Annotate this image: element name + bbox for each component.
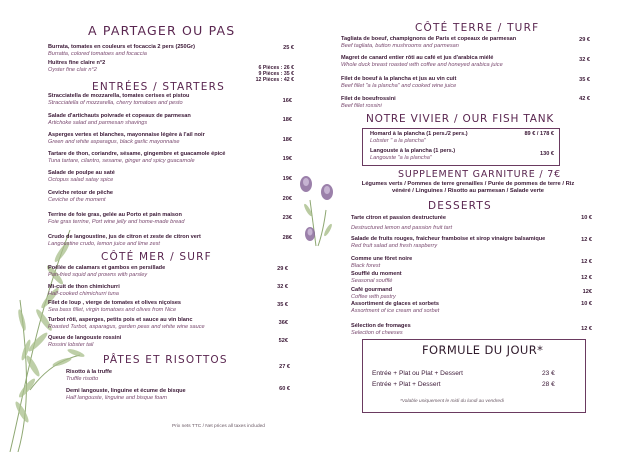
menu-item: Langouste à la plancha (1 pers.) Langouste "a la plancha" xyxy=(370,148,456,161)
oyster-price-list: 6 Pièces : 26 € 9 Pièces : 35 € 12 Pièces : 42 € xyxy=(255,65,294,83)
garniture-text: Légumes verts / Pommes de terre grenailles / Purée de pommes de terre / Riz vénéré / Linguines / Risotto au parmesan / Salade verte xyxy=(361,181,575,194)
menu-item: Assortiment de glaces et sorbets Assortment of ice cream and sorbet xyxy=(351,301,440,314)
menu-item: Terrine de foie gras, gelée au Porto et pain maison Foie gras terrine, Port wine jelly and home-made bread xyxy=(48,212,185,225)
formule-price: 28 € xyxy=(542,381,555,388)
menu-item: Tarte citron et passion destructurée Destructured lemon and passion fruit tart xyxy=(351,215,453,231)
menu-item: Salade de fruits rouges, fraicheur framboise et sirop vinaigre balsamique Red fruit salad and fresh raspberry xyxy=(351,236,546,249)
menu-item: Mi-cuit de thon chimichurri Half-cooked chimichurri tuna xyxy=(48,284,120,297)
menu-item: Ceviche retour de pêche Ceviche of the moment xyxy=(48,190,113,203)
menu-item: Asperges vertes et blanches, mayonnaise légère à l'ail noir Green and white asparagus, black garlic mayonnaise xyxy=(48,132,205,145)
menu-item: Tagliata de boeuf, champignons de Paris et copeaux de parmesan Beef tagliata, button mushrooms and parmesan xyxy=(341,36,517,49)
menu-item: Soufflé du moment Seasonal soufflé xyxy=(351,271,402,284)
menu-item: Filet de boeuf à la plancha et jus au vin cuit Beef fillet "a la plancha" and cooked wine juice xyxy=(341,76,457,89)
item-price: 12 € xyxy=(581,326,592,332)
item-price: 35 € xyxy=(579,77,590,83)
pates-title: PÂTES ET RISOTTOS xyxy=(103,354,228,366)
terre-title: CÔTÉ TERRE / TURF xyxy=(415,22,540,34)
item-price: 19€ xyxy=(282,156,292,162)
item-price: 20€ xyxy=(282,196,292,202)
item-price: 29 € xyxy=(579,37,590,43)
partager-title: A PARTAGER OU PAS xyxy=(88,23,236,38)
menu-item: Poêlée de calamars et gambos en persillade Pan-fried squid and prowns with parsley xyxy=(48,265,166,278)
item-price: 35 € xyxy=(277,302,288,308)
item-price: 25 € xyxy=(283,45,294,51)
menu-item: Filet de loup , vierge de tomates et olives niçoises Sea bass fillet, virgin tomatoes and olives from Nice xyxy=(48,300,182,313)
garniture-title: SUPPLEMENT GARNITURE / 7€ xyxy=(398,169,561,180)
item-price: 42 € xyxy=(579,96,590,102)
menu-item: Huitres fine claire n°2 Oyster fine clair n°2 xyxy=(48,60,106,73)
formule-title: FORMULE DU JOUR* xyxy=(422,343,544,357)
item-price: 32 € xyxy=(277,284,288,290)
menu-item: Demi langouste, linguine et écume de bisque Half langouste, linguine and bisque foam xyxy=(66,388,186,401)
item-price: 18€ xyxy=(282,117,292,123)
menu-item: Magret de canard entier rôti au café et jus d'arabica miélé Whole duck breast roasted with coffee and honeyed arabica juice xyxy=(341,55,503,68)
item-price: 10 € xyxy=(581,215,592,221)
item-price: 89 € / 178 € xyxy=(524,131,554,137)
item-price: 28€ xyxy=(282,235,292,241)
menu-item: Stracciatella de mozzarella, tomates cerises et pistou Stracciatella of mozzarella, cherry tomatoes and pesto xyxy=(48,93,190,106)
item-price: 36€ xyxy=(278,320,288,326)
menu-item: Café gourmand Coffee with pastry xyxy=(351,287,396,300)
item-price: 52€ xyxy=(278,338,288,344)
menu-item: Burrata, tomates en couleurs et focaccia 2 pers (250Gr) Burratta, colored tomatoes and focaccia xyxy=(48,44,196,57)
entrees-title: ENTRÉES / STARTERS xyxy=(92,81,225,93)
fish-tank-title: NOTRE VIVIER / OUR FISH TANK xyxy=(366,113,555,125)
item-price: 60 € xyxy=(279,386,290,392)
item-price: 18€ xyxy=(282,137,292,143)
item-price: 27 € xyxy=(279,364,290,370)
menu-item: Tartare de thon, coriandre, sésame, gingembre et guacamole épicé Tuna tartare, cilantro, sesame, ginger and spicy guacamole xyxy=(48,151,226,164)
price-footnote: Prix nets TTC / Net prices all taxes included xyxy=(172,424,265,429)
menu-item: Queue de langouste rossini Rossini lobster tail xyxy=(48,335,122,348)
item-price: 12 € xyxy=(581,275,592,281)
formule-note: *Valable uniquement le midi du lundi au vendredi xyxy=(400,399,504,404)
menu-item: Salade de poulpe au saté Octopus salad satay spice xyxy=(48,170,115,183)
menu-item: Salade d'artichauts poivrade et copeaux de parmesan Artichoke salad and parmesan shavings xyxy=(48,113,191,126)
artichoke-illustration xyxy=(296,170,340,248)
desserts-title: DESSERTS xyxy=(428,200,492,212)
formule-price: 23 € xyxy=(542,370,555,377)
menu-item: Sélection de fromages Selection of cheeses xyxy=(351,323,411,336)
formule-label: Entrée + Plat ou Plat + Dessert xyxy=(372,370,463,377)
item-price: 10 € xyxy=(581,301,592,307)
mer-title: CÔTÉ MER / SURF xyxy=(101,251,212,263)
item-price: 130 € xyxy=(540,151,554,157)
menu-item: Risotto à la truffe Truffle risotto xyxy=(66,369,112,382)
formule-label: Entrée + Plat + Dessert xyxy=(372,381,441,388)
item-price: 16€ xyxy=(282,98,292,104)
item-price: 12 € xyxy=(581,259,592,265)
item-price: 23€ xyxy=(282,215,292,221)
item-price: 12€ xyxy=(582,289,592,295)
menu-item: Comme une fôret noire Black forest xyxy=(351,256,413,269)
item-price: 29 € xyxy=(277,266,288,272)
item-price: 32 € xyxy=(579,57,590,63)
menu-item: Turbot rôti, asperges, petits pois et sauce au vin blanc Roasted Turbot, asparagus, garden peas and white wine sauce xyxy=(48,317,205,330)
item-price: 12 € xyxy=(581,237,592,243)
menu-item: Crudo de langoustine, jus de citron et zeste de citron vert Langoustine crudo, lemon juice and lime zest xyxy=(48,234,201,247)
menu-item: Filet de boeufrossini Beef fillet rossini xyxy=(341,96,396,109)
item-price: 19€ xyxy=(282,176,292,182)
menu-item: Homard à la plancha (1 pers./2 pers.) Lobster " a la plancha" xyxy=(370,131,468,144)
